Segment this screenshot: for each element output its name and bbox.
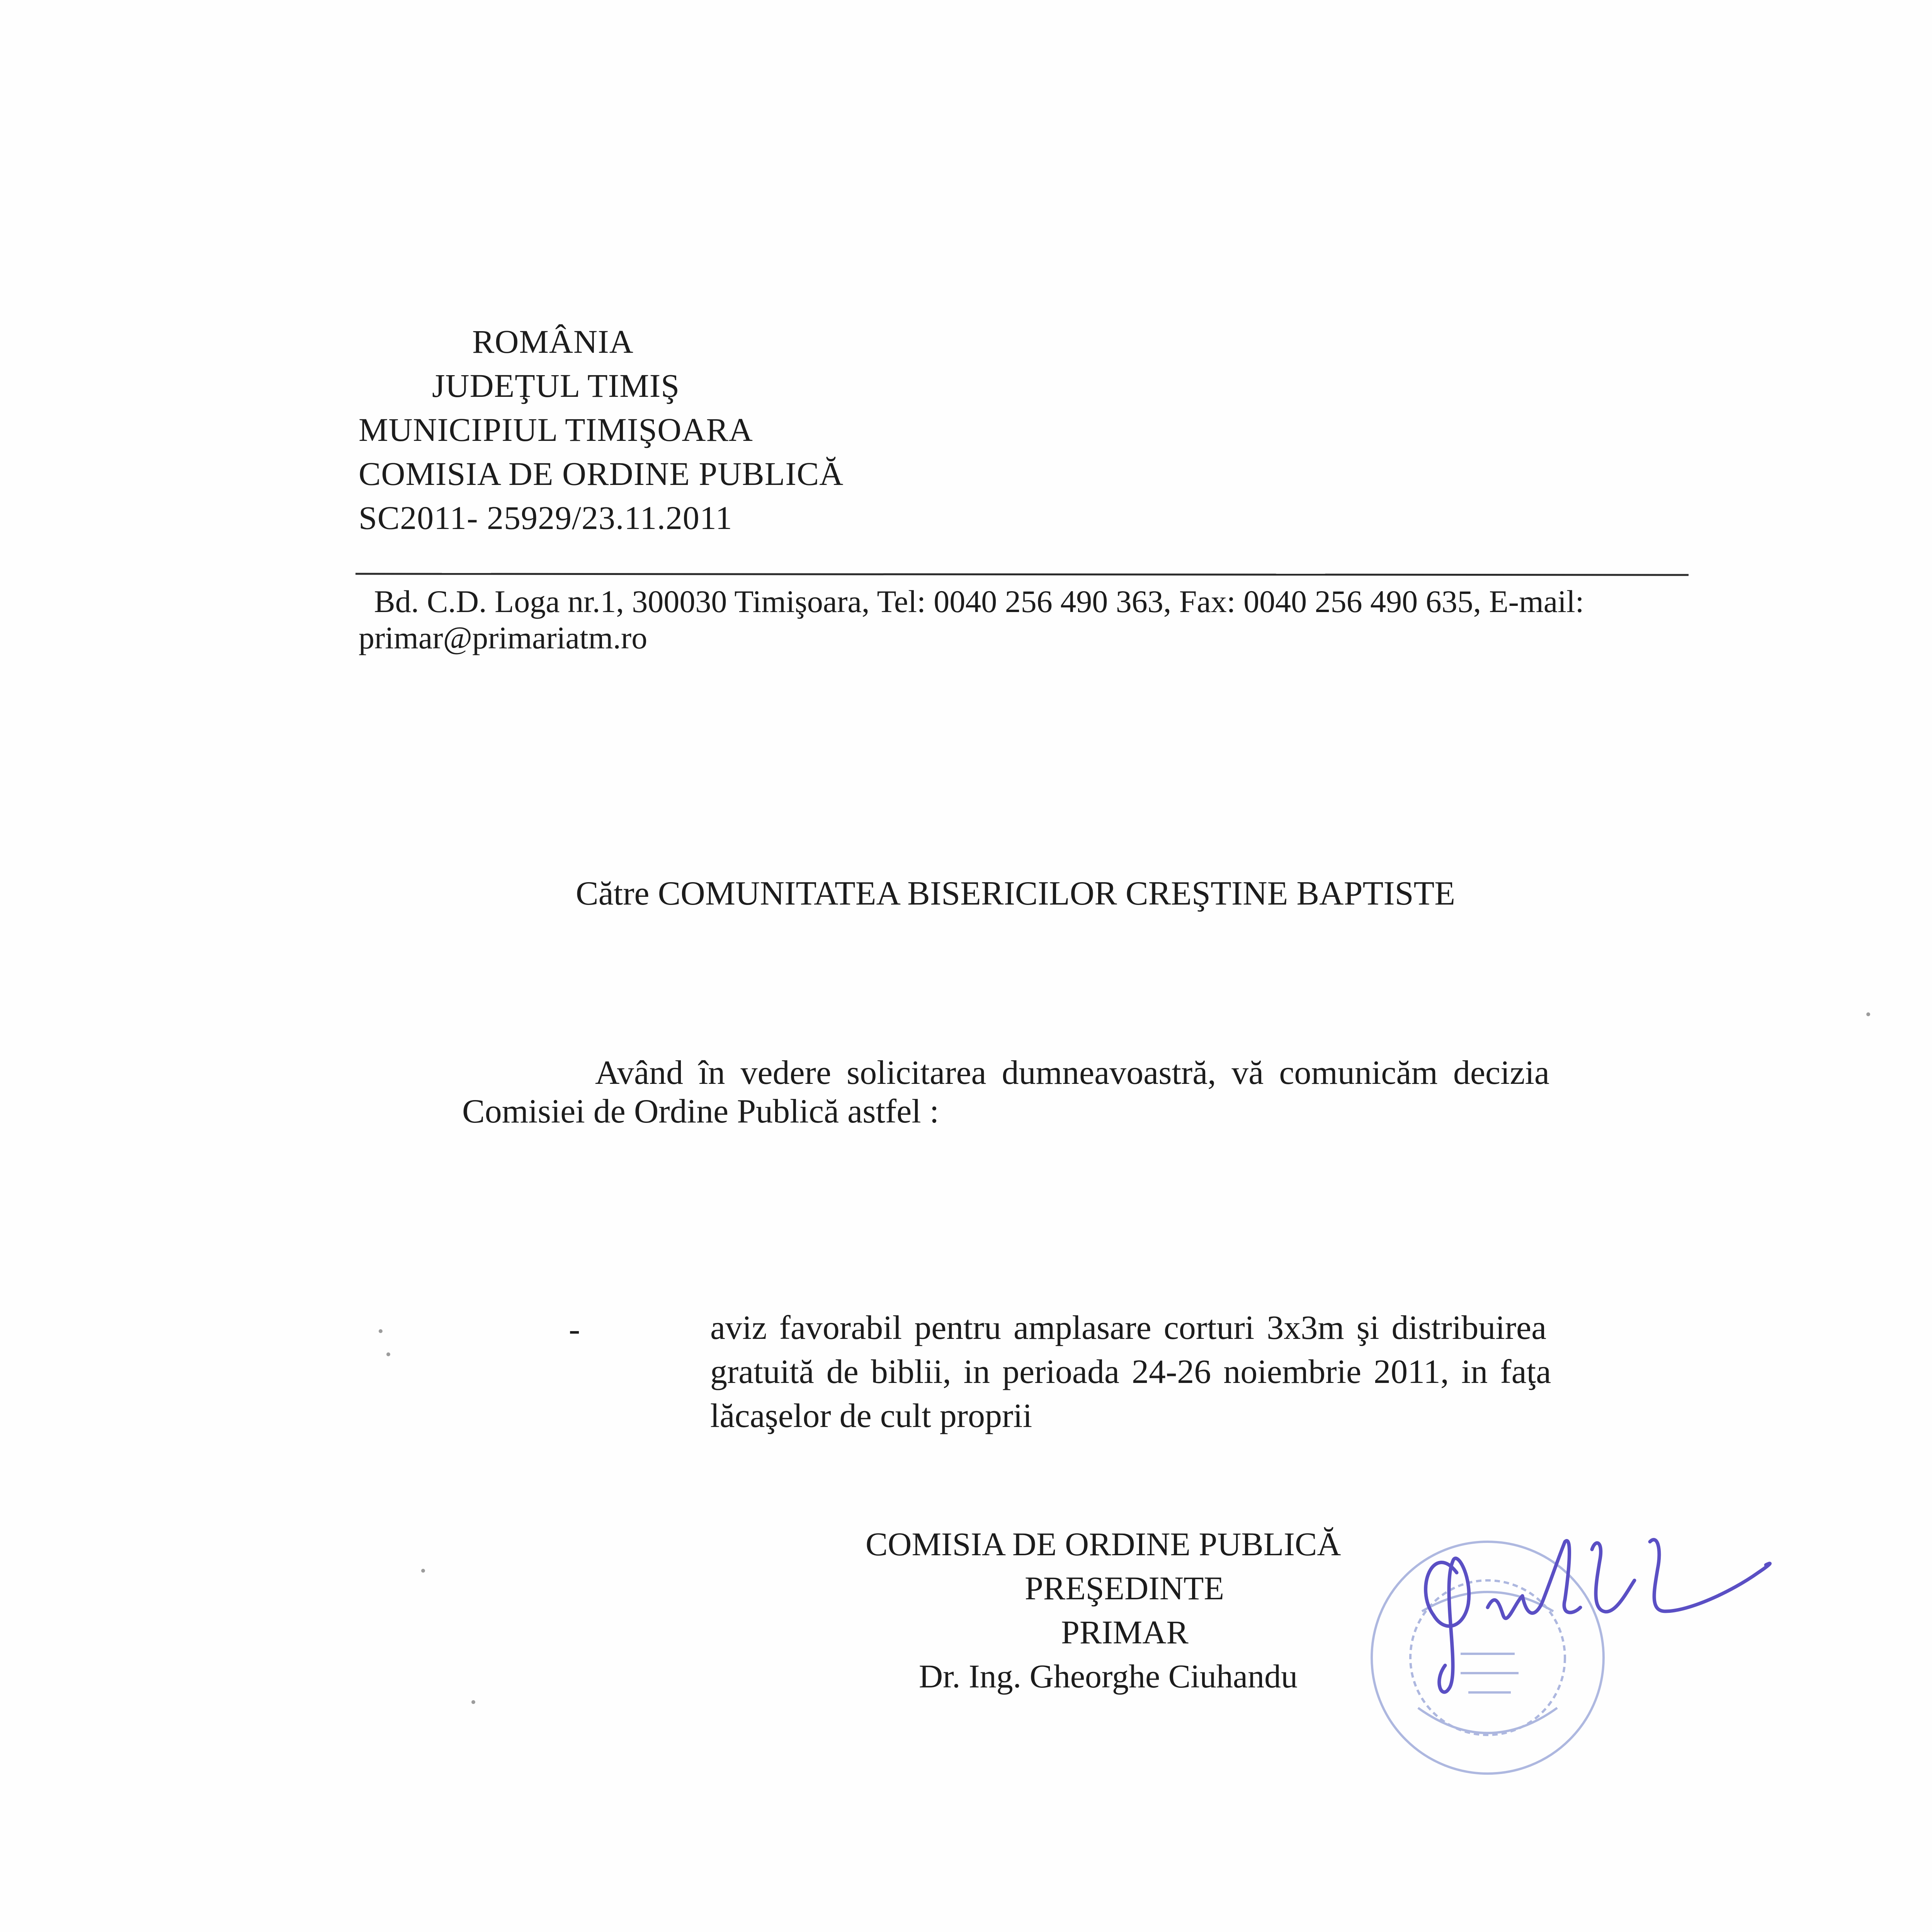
scan-speck xyxy=(379,1329,383,1333)
header-divider xyxy=(355,573,1689,576)
recipient: Către COMUNITATEA BISERICILOR CREŞTINE BAPTISTE xyxy=(576,875,1456,912)
signatory-name: Dr. Ing. Gheorghe Ciuhandu xyxy=(919,1658,1298,1695)
signature-title: PRIMAR xyxy=(1061,1614,1189,1651)
contact-email: primar@primariatm.ro xyxy=(359,620,648,655)
scan-speck xyxy=(471,1700,475,1704)
reference-number: SC2011- 25929/23.11.2011 xyxy=(359,499,733,536)
scan-speck xyxy=(1866,1012,1870,1016)
header-country: ROMÂNIA xyxy=(472,323,634,360)
header-county: JUDEŢUL TIMIŞ xyxy=(432,367,680,404)
header-commission: COMISIA DE ORDINE PUBLICĂ xyxy=(359,455,844,492)
body-line-1: Având în vedere solicitarea dumneavoastră, vă comunicăm decizia xyxy=(595,1054,1549,1092)
signature-icon xyxy=(1410,1526,1797,1712)
scan-speck xyxy=(386,1352,390,1356)
decision-line-2: gratuită de biblii, in perioada 24-26 noiembrie 2011, in faţa xyxy=(710,1353,1551,1391)
contact-line: Bd. C.D. Loga nr.1, 300030 Timişoara, Tel: 0040 256 490 363, Fax: 0040 256 490 635, E-mail: xyxy=(374,584,1584,619)
list-bullet: - xyxy=(569,1311,580,1348)
signature-commission: COMISIA DE ORDINE PUBLICĂ xyxy=(866,1526,1341,1563)
signature-role: PREŞEDINTE xyxy=(1025,1570,1224,1607)
decision-line-3: lăcaşelor de cult proprii xyxy=(710,1397,1032,1435)
body-line-2: Comisiei de Ordine Publică astfel : xyxy=(462,1093,939,1130)
decision-line-1: aviz favorabil pentru amplasare corturi 3x3m şi distribuirea xyxy=(710,1309,1547,1347)
header-municipality: MUNICIPIUL TIMIŞOARA xyxy=(359,411,753,448)
scan-speck xyxy=(421,1569,425,1573)
